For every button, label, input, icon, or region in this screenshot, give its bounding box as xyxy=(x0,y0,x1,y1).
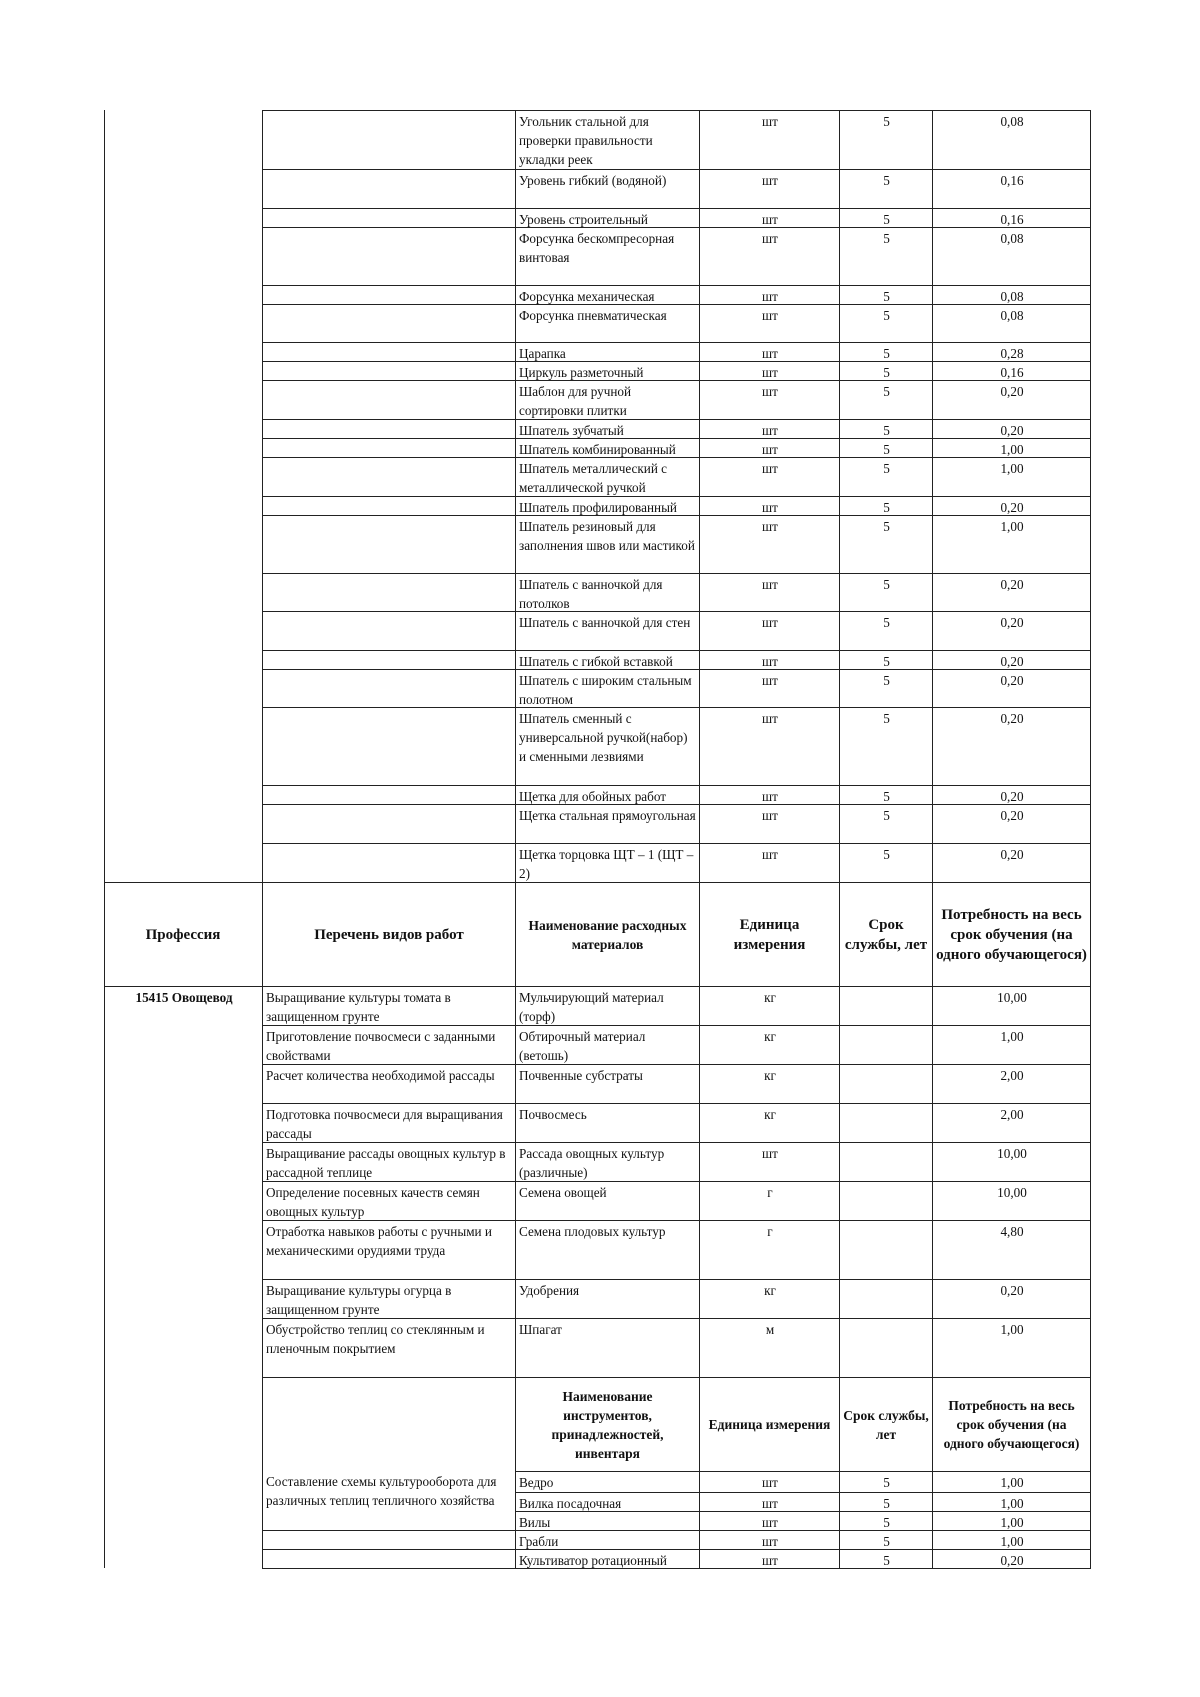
material-life-cell xyxy=(839,1142,933,1182)
material-unit-cell: кг xyxy=(699,1025,840,1065)
material-need-cell: 10,00 xyxy=(932,986,1091,1026)
tool-need-cell: 1,00 xyxy=(932,1471,1091,1493)
tool-need-cell: 1,00 xyxy=(932,438,1091,458)
work-cell-empty xyxy=(262,304,516,343)
tool-life-cell: 5 xyxy=(839,1549,933,1569)
material-unit-cell: г xyxy=(699,1220,840,1280)
work-cell-empty xyxy=(262,227,516,286)
tool-unit-cell: шт xyxy=(699,1492,840,1512)
tool-name-cell: Шпатель сменный с универсальной ручкой(набор) и сменными лезвиями xyxy=(515,707,700,786)
tool-name-cell: Уровень гибкий (водяной) xyxy=(515,169,700,209)
material-need-cell: 2,00 xyxy=(932,1064,1091,1104)
tool-unit-cell: шт xyxy=(699,650,840,670)
header-need: Потребность на весь срок обучения (на одного обучающегося) xyxy=(932,882,1091,987)
tool-name-cell: Форсунка механическая xyxy=(515,285,700,305)
header-life: Срок службы, лет xyxy=(839,882,933,987)
material-life-cell xyxy=(839,986,933,1026)
work-cell-empty xyxy=(262,438,516,458)
header-tools: Наименование инструментов, принадлежностей, инвентаря xyxy=(515,1377,700,1472)
material-need-cell: 4,80 xyxy=(932,1220,1091,1280)
tool-name-cell: Щетка стальная прямоугольная xyxy=(515,804,700,844)
tool-name-cell: Вилы xyxy=(515,1511,700,1531)
tool-unit-cell: шт xyxy=(699,457,840,497)
tool-life-cell: 5 xyxy=(839,110,933,170)
work-cell-empty xyxy=(262,611,516,651)
work-cell-empty xyxy=(262,208,516,228)
tool-life-cell: 5 xyxy=(839,650,933,670)
header2-need: Потребность на весь срок обучения (на одного обучающегося) xyxy=(932,1377,1091,1472)
work-type-cell: Подготовка почвосмеси для выращивания рассады xyxy=(262,1103,516,1143)
tool-unit-cell: шт xyxy=(699,438,840,458)
tool-life-cell: 5 xyxy=(839,804,933,844)
material-unit-cell: шт xyxy=(699,1142,840,1182)
tool-need-cell: 0,20 xyxy=(932,1549,1091,1569)
tool-unit-cell: шт xyxy=(699,611,840,651)
material-unit-cell: кг xyxy=(699,1064,840,1104)
material-unit-cell: г xyxy=(699,1181,840,1221)
profession-column-rule xyxy=(104,110,105,1568)
material-life-cell xyxy=(839,1279,933,1319)
work-type-cell: Обустройство теплиц со стеклянным и пленочным покрытием xyxy=(262,1318,516,1378)
tool-need-cell: 0,08 xyxy=(932,304,1091,343)
material-name-cell: Почвосмесь xyxy=(515,1103,700,1143)
tool-name-cell: Шпатель зубчатый xyxy=(515,419,700,439)
tool-life-cell: 5 xyxy=(839,669,933,708)
tool-unit-cell: шт xyxy=(699,1471,840,1493)
work-cell-empty xyxy=(262,361,516,381)
tool-unit-cell: шт xyxy=(699,515,840,574)
tool-name-cell: Шпатель с ванночкой для потолков xyxy=(515,573,700,612)
tool-need-cell: 0,08 xyxy=(932,110,1091,170)
tool-need-cell: 0,08 xyxy=(932,227,1091,286)
material-life-cell xyxy=(839,1220,933,1280)
tool-life-cell: 5 xyxy=(839,611,933,651)
tool-unit-cell: шт xyxy=(699,804,840,844)
tool-name-cell: Шпатель металлический с металлической ручкой xyxy=(515,457,700,497)
tool-unit-cell: шт xyxy=(699,419,840,439)
work-type-cell: Выращивание рассады овощных культур в рассадной теплице xyxy=(262,1142,516,1182)
tool-life-cell: 5 xyxy=(839,438,933,458)
tool-life-cell: 5 xyxy=(839,169,933,209)
tool-life-cell: 5 xyxy=(839,208,933,228)
work-cell-empty xyxy=(262,169,516,209)
tool-unit-cell: шт xyxy=(699,208,840,228)
profession-name: 15415 Овощевод xyxy=(104,986,263,1006)
tool-life-cell: 5 xyxy=(839,573,933,612)
work-cell-empty xyxy=(262,1549,516,1569)
tool-need-cell: 0,16 xyxy=(932,208,1091,228)
work-cell-empty xyxy=(262,342,516,362)
material-unit-cell: м xyxy=(699,1318,840,1378)
tool-name-cell: Щетка торцовка ЩТ – 1 (ЩТ – 2) xyxy=(515,843,700,883)
tool-need-cell: 0,20 xyxy=(932,707,1091,786)
tool-name-cell: Форсунка пневматическая xyxy=(515,304,700,343)
tool-unit-cell: шт xyxy=(699,169,840,209)
tool-need-cell: 0,20 xyxy=(932,419,1091,439)
tool-need-cell: 1,00 xyxy=(932,457,1091,497)
header-unit: Единица измерения xyxy=(699,882,840,987)
work-cell-empty xyxy=(262,707,516,786)
tool-name-cell: Шпатель комбинированный xyxy=(515,438,700,458)
work-cell-empty xyxy=(262,380,516,420)
tool-name-cell: Грабли xyxy=(515,1530,700,1550)
tool-unit-cell: шт xyxy=(699,669,840,708)
tool-unit-cell: шт xyxy=(699,342,840,362)
tool-name-cell: Уровень строительный xyxy=(515,208,700,228)
work-cell-empty xyxy=(262,1530,516,1550)
work-type-cell: Выращивание культуры огурца в защищенном грунте xyxy=(262,1279,516,1319)
material-need-cell: 0,20 xyxy=(932,1279,1091,1319)
work-type-cell: Приготовление почвосмеси с заданными свойствами xyxy=(262,1025,516,1065)
material-need-cell: 10,00 xyxy=(932,1142,1091,1182)
material-need-cell: 2,00 xyxy=(932,1103,1091,1143)
tool-name-cell: Шпатель с широким стальным полотном xyxy=(515,669,700,708)
tool-name-cell: Циркуль разметочный xyxy=(515,361,700,381)
tool-unit-cell: шт xyxy=(699,285,840,305)
tool-name-cell: Угольник стальной для проверки правильности укладки реек xyxy=(515,110,700,170)
tool-name-cell: Шпатель профилированный xyxy=(515,496,700,516)
tool-need-cell: 0,20 xyxy=(932,785,1091,805)
material-unit-cell: кг xyxy=(699,1103,840,1143)
tool-unit-cell: шт xyxy=(699,707,840,786)
material-need-cell: 10,00 xyxy=(932,1181,1091,1221)
tool-life-cell: 5 xyxy=(839,361,933,381)
tool-life-cell: 5 xyxy=(839,227,933,286)
tool-life-cell: 5 xyxy=(839,843,933,883)
header-works: Перечень видов работ xyxy=(262,882,516,987)
tool-name-cell: Ведро xyxy=(515,1471,700,1493)
tool-need-cell: 0,20 xyxy=(932,650,1091,670)
work-cell-empty xyxy=(262,669,516,708)
tool-life-cell: 5 xyxy=(839,342,933,362)
work-type-cell: Расчет количества необходимой рассады xyxy=(262,1064,516,1104)
material-life-cell xyxy=(839,1103,933,1143)
material-life-cell xyxy=(839,1318,933,1378)
tool-life-cell: 5 xyxy=(839,496,933,516)
work-cell-empty xyxy=(262,457,516,497)
tool-name-cell: Вилка посадочная xyxy=(515,1492,700,1512)
header-profession: Профессия xyxy=(104,882,263,987)
tool-need-cell: 0,20 xyxy=(932,669,1091,708)
work-cell-empty xyxy=(262,110,516,170)
tool-unit-cell: шт xyxy=(699,304,840,343)
material-unit-cell: кг xyxy=(699,986,840,1026)
tool-need-cell: 0,20 xyxy=(932,380,1091,420)
tool-life-cell: 5 xyxy=(839,285,933,305)
material-name-cell: Мульчирующий материал (торф) xyxy=(515,986,700,1026)
tool-unit-cell: шт xyxy=(699,496,840,516)
work-cell-empty xyxy=(262,515,516,574)
material-name-cell: Семена овощей xyxy=(515,1181,700,1221)
material-need-cell: 1,00 xyxy=(932,1318,1091,1378)
header-materials: Наименование расходных материалов xyxy=(515,882,700,987)
tool-life-cell: 5 xyxy=(839,1471,933,1493)
material-life-cell xyxy=(839,1064,933,1104)
tool-need-cell: 0,20 xyxy=(932,804,1091,844)
header2-life: Срок службы, лет xyxy=(839,1377,933,1472)
tool-need-cell: 1,00 xyxy=(932,515,1091,574)
material-need-cell: 1,00 xyxy=(932,1025,1091,1065)
tool-need-cell: 0,20 xyxy=(932,843,1091,883)
tool-life-cell: 5 xyxy=(839,380,933,420)
tool-life-cell: 5 xyxy=(839,785,933,805)
tool-name-cell: Культиватор ротационный xyxy=(515,1549,700,1569)
tool-unit-cell: шт xyxy=(699,573,840,612)
work-cell-empty xyxy=(262,573,516,612)
tool-unit-cell: шт xyxy=(699,1530,840,1550)
tool-life-cell: 5 xyxy=(839,1492,933,1512)
work-cell-empty xyxy=(262,285,516,305)
tool-need-cell: 0,20 xyxy=(932,573,1091,612)
material-name-cell: Удобрения xyxy=(515,1279,700,1319)
tool-name-cell: Шпатель с гибкой вставкой xyxy=(515,650,700,670)
material-life-cell xyxy=(839,1181,933,1221)
header2-unit: Единица измерения xyxy=(699,1377,840,1472)
tool-unit-cell: шт xyxy=(699,110,840,170)
tool-need-cell: 0,28 xyxy=(932,342,1091,362)
work-cell-empty xyxy=(262,650,516,670)
tool-life-cell: 5 xyxy=(839,1530,933,1550)
work-cell-empty xyxy=(262,804,516,844)
material-name-cell: Семена плодовых культур xyxy=(515,1220,700,1280)
tool-need-cell: 0,16 xyxy=(932,361,1091,381)
material-name-cell: Обтирочный материал (ветошь) xyxy=(515,1025,700,1065)
tool-life-cell: 5 xyxy=(839,457,933,497)
work-cell-empty xyxy=(262,496,516,516)
work-type-cell: Отработка навыков работы с ручными и механическими орудиями труда xyxy=(262,1220,516,1280)
tool-name-cell: Царапка xyxy=(515,342,700,362)
material-life-cell xyxy=(839,1025,933,1065)
material-name-cell: Шпагат xyxy=(515,1318,700,1378)
work-type-cell: Выращивание культуры томата в защищенном грунте xyxy=(262,986,516,1026)
material-unit-cell: кг xyxy=(699,1279,840,1319)
tool-need-cell: 0,20 xyxy=(932,611,1091,651)
work-cell-empty xyxy=(262,843,516,883)
tool-life-cell: 5 xyxy=(839,419,933,439)
tool-unit-cell: шт xyxy=(699,1511,840,1531)
tool-need-cell: 0,20 xyxy=(932,496,1091,516)
tool-name-cell: Шпатель резиновый для заполнения швов или мастикой xyxy=(515,515,700,574)
tool-need-cell: 0,16 xyxy=(932,169,1091,209)
tool-life-cell: 5 xyxy=(839,1511,933,1531)
tool-need-cell: 1,00 xyxy=(932,1530,1091,1550)
work-cell-empty xyxy=(262,419,516,439)
work-type-cell: Определение посевных качеств семян овощных культур xyxy=(262,1181,516,1221)
tool-need-cell: 1,00 xyxy=(932,1492,1091,1512)
work-scheme-text: Составление схемы культурооборота для различных теплиц тепличного хозяйства xyxy=(266,1474,497,1508)
work-cell-empty xyxy=(262,785,516,805)
tool-need-cell: 0,08 xyxy=(932,285,1091,305)
tool-name-cell: Шаблон для ручной сортировки плитки xyxy=(515,380,700,420)
tool-name-cell: Щетка для обойных работ xyxy=(515,785,700,805)
tool-life-cell: 5 xyxy=(839,515,933,574)
tool-unit-cell: шт xyxy=(699,361,840,381)
tool-life-cell: 5 xyxy=(839,304,933,343)
tool-life-cell: 5 xyxy=(839,707,933,786)
tool-name-cell: Шпатель с ванночкой для стен xyxy=(515,611,700,651)
tool-unit-cell: шт xyxy=(699,843,840,883)
tool-name-cell: Форсунка бескомпресорная винтовая xyxy=(515,227,700,286)
tool-unit-cell: шт xyxy=(699,1549,840,1569)
tool-unit-cell: шт xyxy=(699,785,840,805)
tool-unit-cell: шт xyxy=(699,227,840,286)
tool-unit-cell: шт xyxy=(699,380,840,420)
material-name-cell: Рассада овощных культур (различные) xyxy=(515,1142,700,1182)
tool-need-cell: 1,00 xyxy=(932,1511,1091,1531)
material-name-cell: Почвенные субстраты xyxy=(515,1064,700,1104)
